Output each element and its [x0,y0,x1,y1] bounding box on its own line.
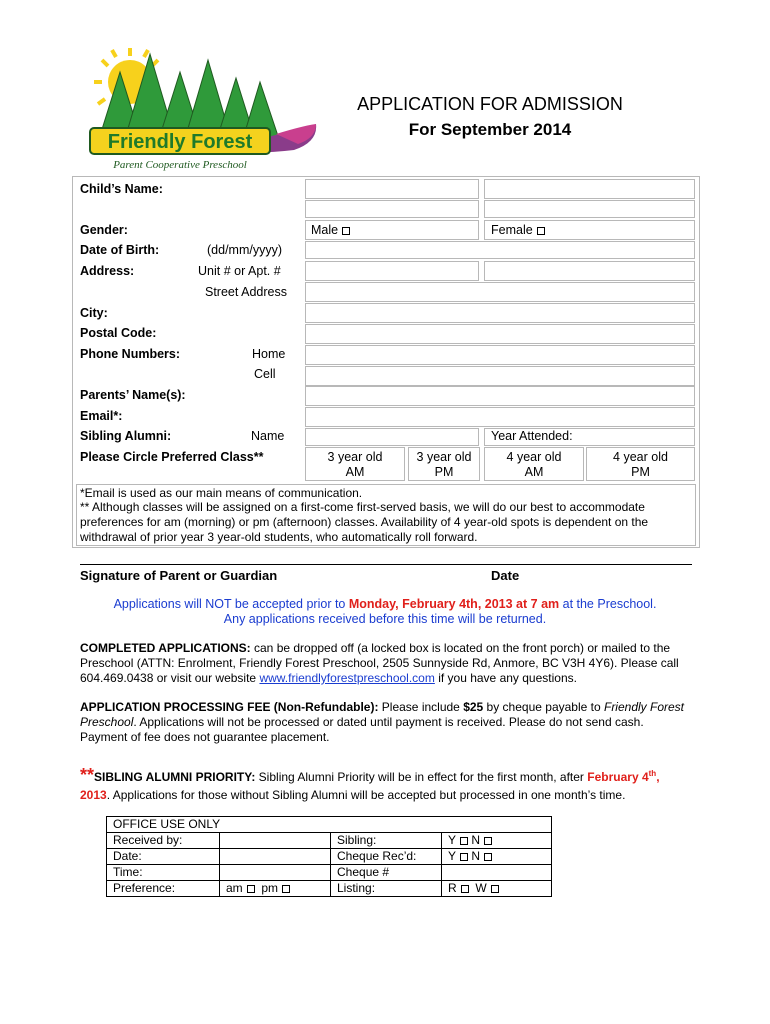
cheque-number-input[interactable] [442,865,552,881]
office-use-table [106,816,552,897]
preferred-class-label: Please Circle Preferred Class** [80,450,264,464]
address-label: Address: [80,264,135,278]
class-3yr-pm[interactable] [408,447,480,481]
class-4yr-am-time: AM [524,465,544,479]
listing-choice[interactable] [442,881,552,897]
unit-input[interactable] [305,261,479,281]
fee-text-2: by cheque payable to [483,700,604,714]
first-name-input[interactable] [484,200,695,218]
office-use-title: OFFICE USE ONLY [107,817,552,833]
page-title: APPLICATION FOR ADMISSION [357,94,623,114]
cell-phone-input[interactable] [305,366,695,386]
child-name-label: Child’s Name: [80,182,163,196]
city-input[interactable] [305,303,695,323]
logo-graphic [80,42,320,177]
parents-input[interactable] [305,386,695,406]
notice-line-1 [40,597,730,612]
city-label: City: [80,306,108,320]
email-label: Email*: [80,409,123,423]
sibling-priority-text-2: . Applications for those without Sibling Alumni will be accepted but processed in one month’s time. [106,788,626,802]
dob-input[interactable] [305,241,695,259]
cheque-no-label: N [471,849,481,863]
page-subtitle: For September 2014 [408,120,572,139]
logo [80,42,320,177]
listing-w-label: W [475,881,487,895]
processing-fee [80,700,692,745]
pref-pm-label: pm [261,881,279,895]
street-label: Street Address [205,285,287,299]
unit-extra-input[interactable] [484,261,695,281]
completed-text-2: if you have any questions. [434,671,577,685]
completed-applications [80,641,692,686]
class-4yr-pm[interactable] [586,447,695,481]
received-by-input[interactable] [220,833,331,849]
sibling-label: Sibling Alumni: [80,429,172,443]
first-header-cell [484,179,695,199]
sibling-priority-heading: SIBLING ALUMNI PRIORITY: [94,770,256,784]
preference-label: Preference: [107,881,220,897]
fee-text-3: . Applications will not be processed or dated until payment is received. Please do not send cash. Payment of fee does not guarantee placement. [80,715,644,744]
pref-pm-checkbox[interactable] [282,885,290,893]
class-3yr-am[interactable] [305,447,405,481]
website-link[interactable]: www.friendlyforestpreschool.com [259,671,435,685]
logo-name: Friendly Forest [107,131,253,153]
notice-line-2: Any applications received before this time will be returned. [223,612,547,626]
phone-label: Phone Numbers: [80,347,181,361]
sibling-office-label: Sibling: [331,833,442,849]
cheque-number-label: Cheque # [331,865,442,881]
office-date-label: Date: [107,849,220,865]
listing-w-checkbox[interactable] [491,885,499,893]
notice-time: at 7 am [512,597,560,611]
postal-input[interactable] [305,324,695,344]
sibling-yes-checkbox[interactable] [460,837,468,845]
dob-label: Date of Birth: [80,243,160,257]
sibling-no-label: N [471,833,481,847]
sibling-priority-text-1: Sibling Alumni Priority will be in effect for the first month, after [255,770,588,784]
cheque-choice[interactable] [442,849,552,865]
sibling-priority-date-2: , 2013 [80,770,660,802]
sibling-yes-label: Y [448,833,457,847]
date-label: Date [491,568,520,583]
fee-payee: Friendly Forest Preschool [80,700,685,729]
sibling-name-label: Name [251,429,285,443]
cheque-no-checkbox[interactable] [484,853,492,861]
male-label: Male [311,223,339,237]
pref-am-label: am [226,881,243,895]
fee-amount: $25 [463,700,484,714]
completed-text-1: can be dropped off (a locked box is located on the front porch) or mailed to the Preschool (ATTN: Enrolment, Friendly Forest Preschool, 2505 Sunnyside Rd, Anmore, BC V3H 4Y6). Please call 604.469.0438 or visit our website [80,641,679,685]
notice-text-2: at the Preschool. [559,597,657,611]
female-checkbox[interactable] [537,227,545,235]
sibling-priority [80,765,692,804]
sibling-priority-sup: th [648,769,657,778]
sibling-priority-stars: ** [80,765,95,785]
notes-email: *Email is used as our main means of communication. [80,486,363,500]
notice-date: Monday, February 4th, 2013 [348,597,513,611]
parents-label: Parents’ Name(s): [80,388,186,402]
fee-text-1: Please include [378,700,464,714]
notes-classes: ** Although classes will be assigned on a first-come first-served basis, we will do our best to accommodate preferences for am (morning) or pm (afternoon) classes. Availability of 4 year-old spots is dependent on the withdrawal of prior year 3 year-old students, who automatically roll forward. [80,500,649,544]
gender-label: Gender: [80,223,128,237]
listing-r-label: R [448,881,457,895]
logo-subtitle: Parent Cooperative Preschool [113,159,247,171]
sibling-no-checkbox[interactable] [484,837,492,845]
unit-label: Unit # or Apt. # [198,264,281,278]
surname-input[interactable] [305,200,479,218]
street-input[interactable] [305,282,695,302]
received-by-label: Received by: [107,833,220,849]
class-3yr-pm-time: PM [434,465,454,479]
email-input[interactable] [305,407,695,427]
cheque-yes-label: Y [448,849,457,863]
office-time-label: Time: [107,865,220,881]
office-date-input[interactable] [220,849,331,865]
class-3yr-am-time: AM [345,465,365,479]
male-checkbox[interactable] [342,227,350,235]
class-4yr-am-age: 4 year old [506,450,562,464]
sibling-priority-date-1: February 4 [587,770,649,784]
fee-heading: APPLICATION PROCESSING FEE (Non-Refundable): [80,700,379,714]
cell-phone-label: Cell [254,367,276,381]
cheque-yes-checkbox[interactable] [460,853,468,861]
female-label: Female [491,223,533,237]
preference-choice[interactable] [220,881,331,897]
class-4yr-pm-time: PM [631,465,650,479]
cheque-label: Cheque Rec’d: [331,849,442,865]
year-attended-label: Year Attended: [491,429,573,443]
office-time-input[interactable] [220,865,331,881]
dob-format-label: (dd/mm/yyyy) [207,243,282,257]
listing-r-checkbox[interactable] [461,885,469,893]
signature-line [80,564,692,565]
listing-label: Listing: [331,881,442,897]
pref-am-checkbox[interactable] [247,885,255,893]
home-phone-input[interactable] [305,345,695,365]
class-4yr-pm-age: 4 year old [613,450,668,464]
sibling-name-input[interactable] [305,428,479,446]
class-3yr-pm-age: 3 year old [416,450,472,464]
postal-label: Postal Code: [80,326,157,340]
male-option [311,223,350,238]
notice-text-1: Applications will NOT be accepted prior to [113,597,349,611]
class-3yr-am-age: 3 year old [327,450,383,464]
home-phone-label: Home [252,347,286,361]
female-option [491,223,545,238]
signature-label: Signature of Parent or Guardian [80,568,278,583]
sibling-office-choice[interactable] [442,833,552,849]
completed-heading: COMPLETED APPLICATIONS: [80,641,251,655]
surname-header-cell [305,179,479,199]
class-4yr-am[interactable] [484,447,584,481]
